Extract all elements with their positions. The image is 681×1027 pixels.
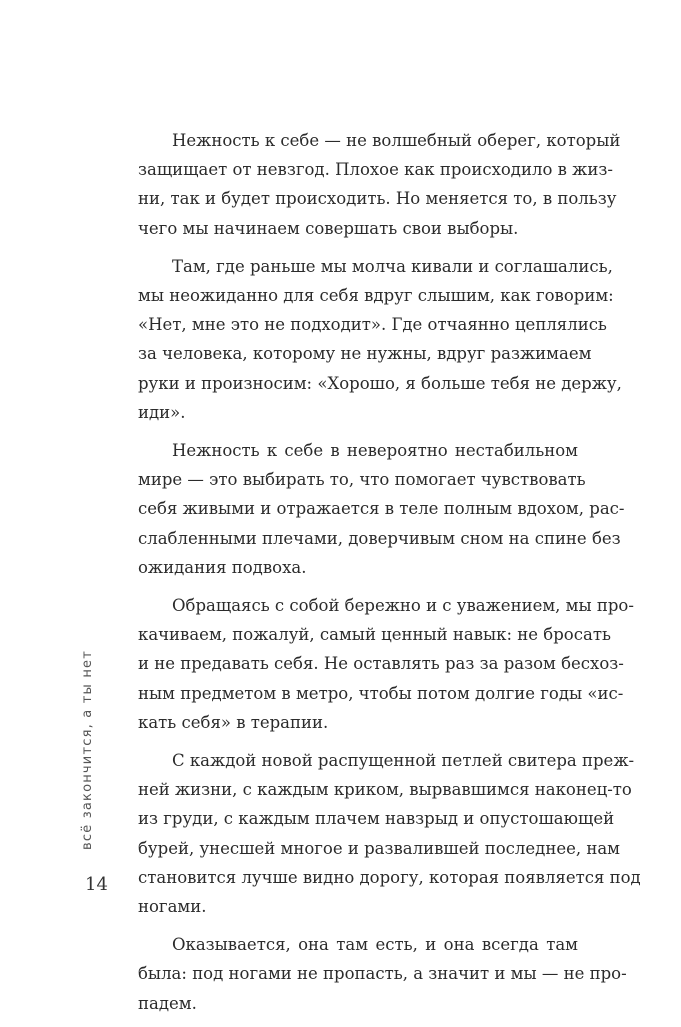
running-head: всё закончится, а ты нет (80, 650, 95, 850)
paragraph-4 (138, 591, 634, 737)
text-line: чего мы начинаем совершать свои выборы. (138, 218, 519, 238)
text-line: ногами. (138, 897, 207, 917)
text-line: за человека, которому не нужны, вдруг разжимаем (138, 344, 592, 364)
text-line: ным предметом в метро, чтобы потом долгие годы «ис- (138, 683, 624, 703)
text-line: ни, так и будет происходить. Но меняется то, в пользу (138, 189, 617, 209)
text-line: мире — это выбирать то, что помогает чувствовать (138, 470, 586, 490)
text-line: ожидания подвоха. (138, 557, 307, 577)
text-line: защищает от невзгод. Плохое как происходило в жиз- (138, 160, 613, 180)
text-line: и не предавать себя. Не оставлять раз за разом бесхоз- (138, 654, 624, 674)
paragraph-1 (138, 126, 621, 243)
text-line: иди». (138, 402, 186, 422)
text-line: качиваем, пожалуй, самый ценный навык: не бросать (138, 625, 611, 645)
text-line: себя живыми и отражается в теле полным вдохом, рас- (138, 499, 625, 519)
text-line: Там, где раньше мы молча кивали и соглашались, (172, 256, 613, 276)
text-line: мы неожиданно для себя вдруг слышим, как говорим: (138, 286, 614, 306)
text-line: Оказывается, она там есть, и она всегда там (172, 935, 578, 955)
text-line: из груди, с каждым плачем навзрыд и опустошающей (138, 809, 615, 829)
text-line: руки и произносим: «Хорошо, я больше тебя не держу, (138, 373, 622, 393)
text-line: падем. (138, 993, 197, 1013)
text-line: кать себя» в терапии. (138, 712, 329, 732)
text-line: бурей, унесшей многое и развалившей последнее, нам (138, 838, 621, 858)
text-line: Нежность к себе — не волшебный оберег, который (172, 131, 621, 150)
text-line: Обращаясь с собой бережно и с уважением, мы про- (172, 596, 634, 616)
paragraph-5 (138, 746, 641, 921)
text-line: ней жизни, с каждым криком, вырвавшимся наконец-то (138, 780, 632, 800)
text-line: Нежность к себе в невероятно нестабильном (172, 441, 578, 461)
text-line: была: под ногами не пропасть, а значит и мы — не про- (138, 964, 627, 984)
paragraph-2 (138, 252, 622, 427)
text-line: С каждой новой распущенной петлей свитера преж- (172, 751, 635, 771)
body-text (138, 126, 641, 1027)
text-line: становится лучше видно дорогу, которая появляется под (138, 867, 641, 887)
paragraph-6 (138, 930, 627, 1018)
paragraph-3 (138, 436, 625, 582)
text-line: слабленными плечами, доверчивым сном на спине без (138, 528, 621, 548)
text-line: «Нет, мне это не подходит». Где отчаянно цеплялись (138, 315, 607, 335)
page-number: 14 (85, 874, 108, 895)
